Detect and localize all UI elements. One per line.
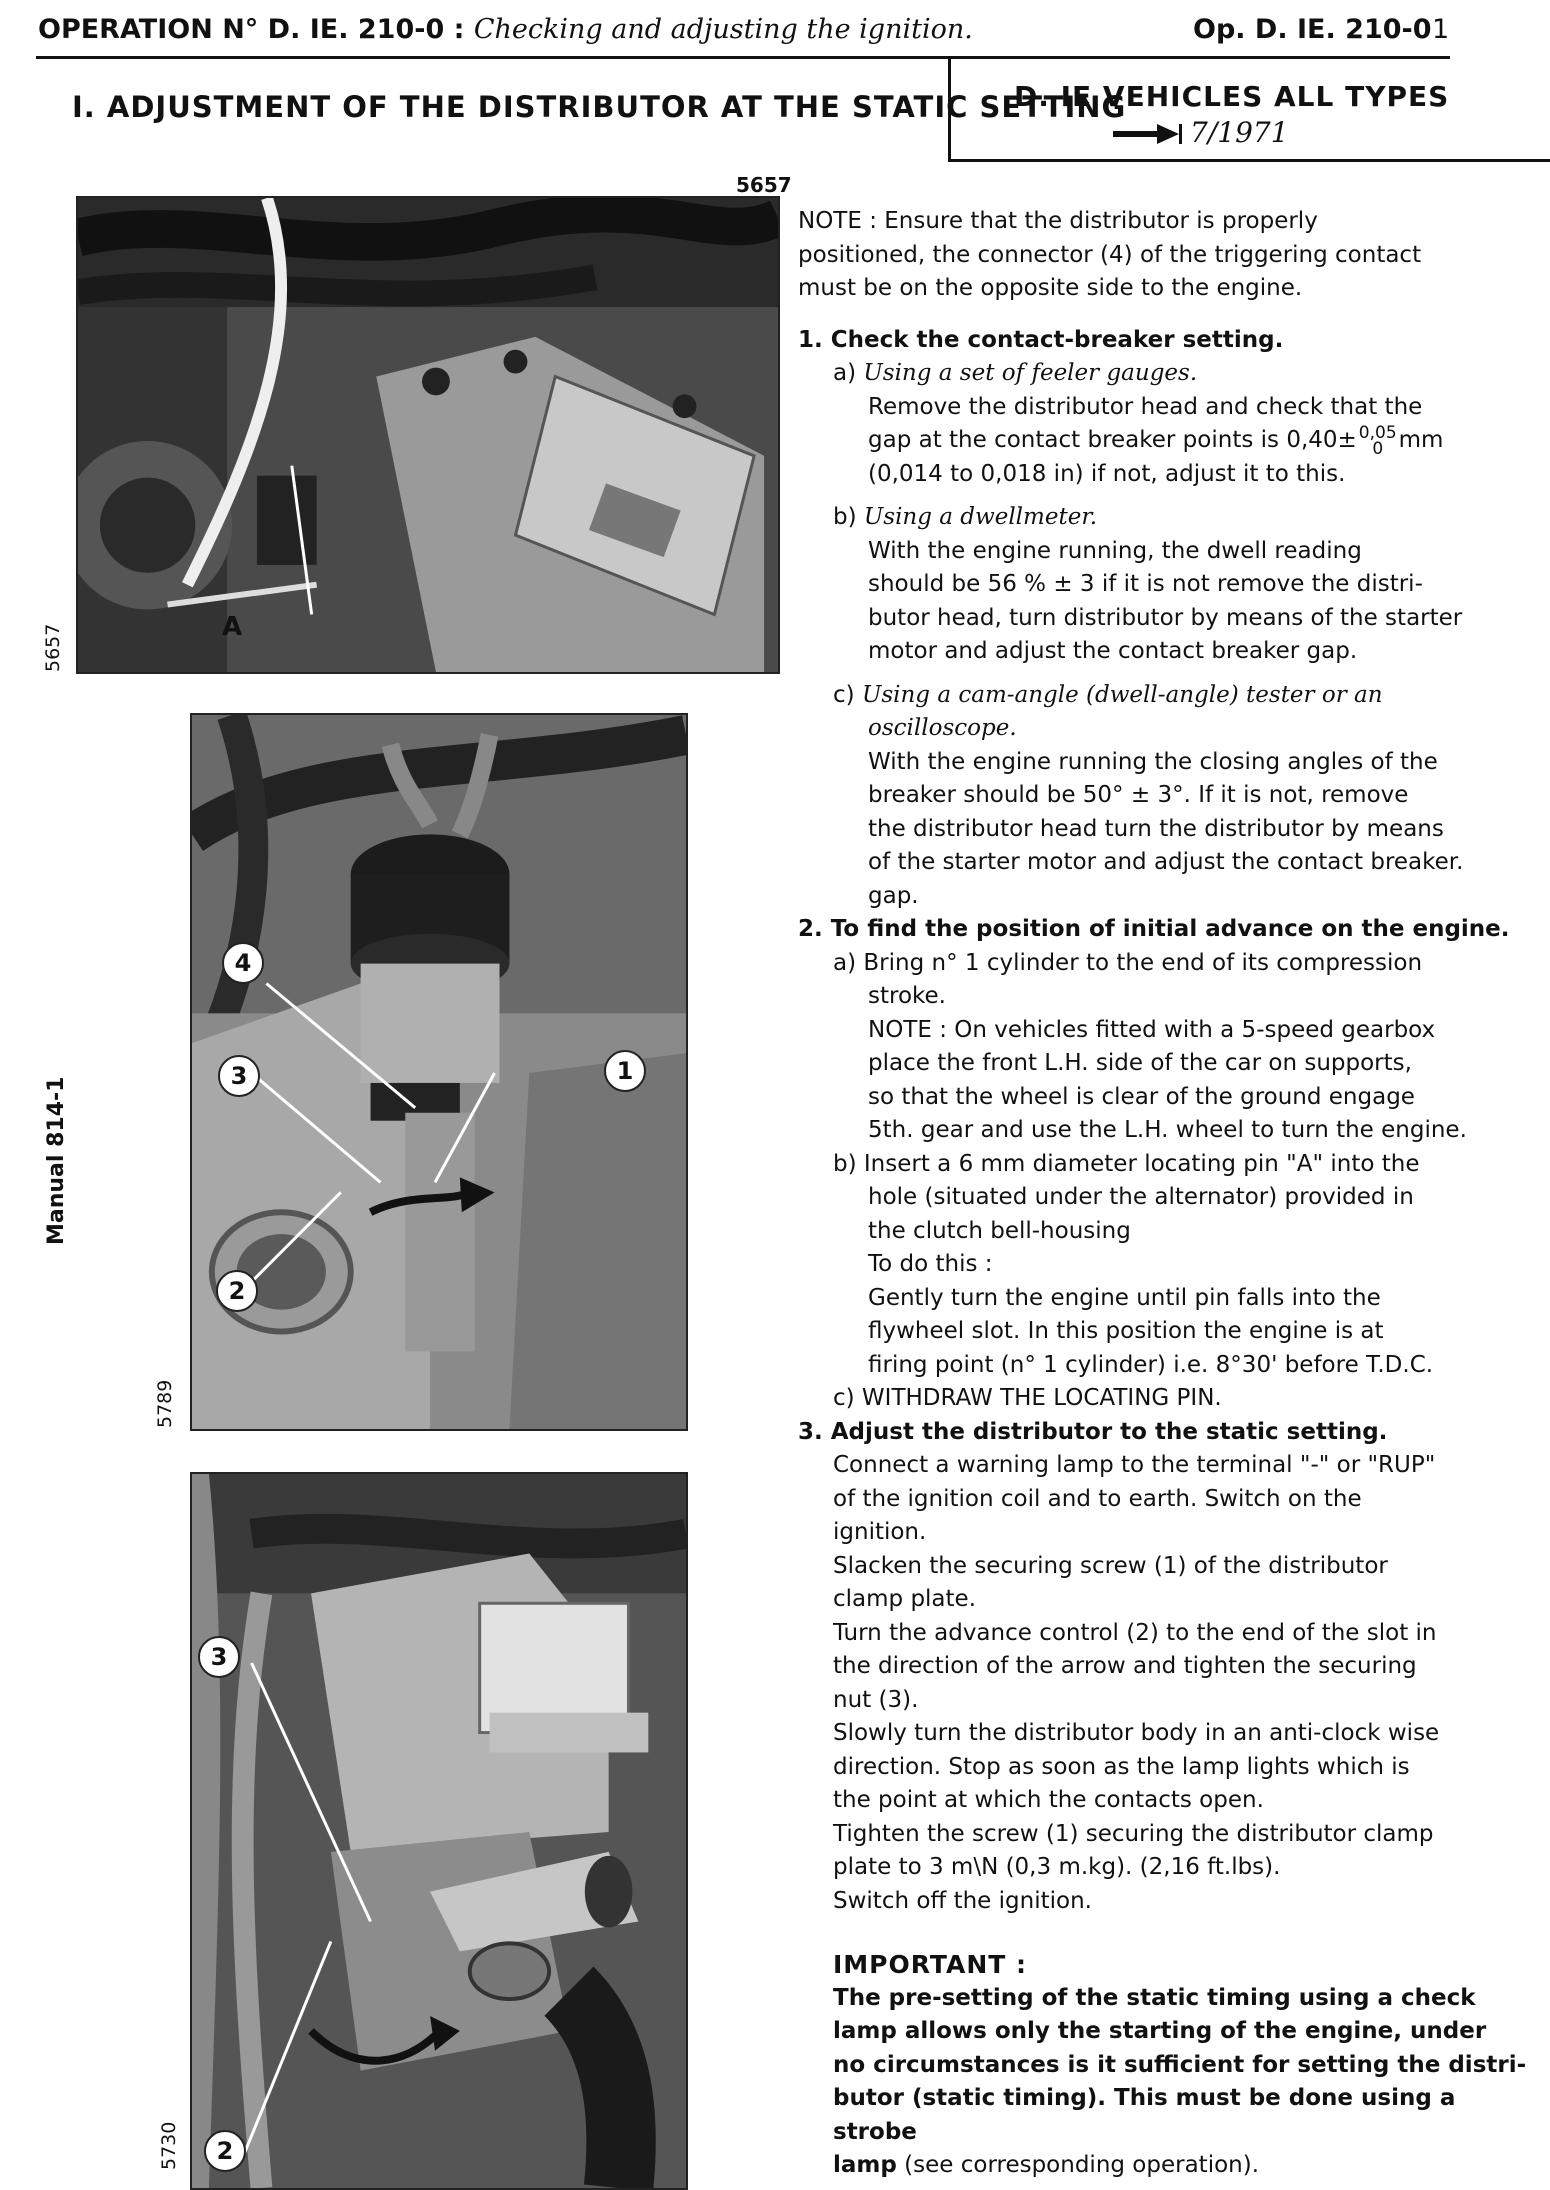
step3-line-8: nut (3). <box>833 1686 919 1713</box>
operation-reference: Op. D. IE. 210-0 <box>1193 14 1432 45</box>
note-line-3: must be on the opposite side to the engine. <box>798 275 1303 301</box>
step1c-line-5: gap. <box>868 882 919 909</box>
step1c-title-row <box>798 679 1540 713</box>
vehicle-date: 7/1971 <box>1190 116 1289 149</box>
step3-line-5: clamp plate. <box>833 1586 977 1612</box>
step1a-line-3: (0,014 to 0,018 in) if not, adjust it to this. <box>868 460 1346 487</box>
operation-label: OPERATION N° D. IE. 210-0 : <box>38 14 465 45</box>
step3-line-4: Slacken the securing screw (1) of the distributor <box>833 1552 1388 1579</box>
important-lamp: lamp <box>833 2152 897 2178</box>
operation-subtitle: Checking and adjusting the ignition. <box>473 14 973 45</box>
section-title: I. ADJUSTMENT OF THE DISTRIBUTOR AT THE STATIC SETTING <box>72 90 1127 124</box>
step2b-line-2: hole (situated under the alternator) provided in <box>868 1184 1414 1210</box>
step2-note-2: place the front L.H. side of the car on supports, <box>868 1050 1412 1076</box>
callout-a: A <box>222 612 243 642</box>
note-line-2: positioned, the connector (4) of the triggering contact <box>798 241 1422 268</box>
step2-heading: 2. To find the position of initial advance on the engine. <box>798 916 1510 942</box>
engine-illustration <box>78 198 778 672</box>
step2c-line-1: c) WITHDRAW THE LOCATING PIN. <box>833 1385 1222 1411</box>
step3-line-3: ignition. <box>833 1519 927 1545</box>
tolerance <box>1358 422 1397 459</box>
step1c-label: c) <box>833 681 855 708</box>
step1c-title-2: oscilloscope. <box>868 715 1017 741</box>
callout-2b <box>204 2130 246 2172</box>
important-line-5 <box>798 2149 1540 2183</box>
operation-header <box>38 14 973 45</box>
step2-note-4: 5th. gear and use the L.H. wheel to turn the engine. <box>868 1117 1467 1143</box>
photo-number-5657: 5657 <box>42 623 64 672</box>
important-line-2: lamp allows only the starting of the engine, under <box>833 2018 1487 2044</box>
manual-label: Manual 814-1 <box>44 1076 69 1245</box>
step2a-line-1: a) Bring n° 1 cylinder to the end of its compression <box>833 949 1423 976</box>
step3-line-1: Connect a warning lamp to the terminal "-" or "RUP" <box>833 1452 1436 1478</box>
step1b-title-row <box>798 501 1540 535</box>
callout-1 <box>604 1050 646 1092</box>
step1-heading: 1. Check the contact-breaker setting. <box>798 326 1284 353</box>
step1c-line-1: With the engine running the closing angles of the <box>868 748 1438 775</box>
step3-line-6: Turn the advance control (2) to the end of the slot in <box>833 1619 1437 1646</box>
vehicle-title: D. IE VEHICLES ALL TYPES <box>1014 80 1450 113</box>
step2b-line-4: To do this : <box>868 1251 993 1277</box>
step1a-unit: mm <box>1398 427 1444 453</box>
callout-3-label: 3 <box>230 1062 248 1090</box>
step2b-line-5: Gently turn the engine until pin falls into the <box>868 1284 1381 1311</box>
step3-line-2: of the ignition coil and to earth. Switch on the <box>833 1485 1362 1512</box>
spacer <box>798 1918 1540 1948</box>
important-line-4: butor (static timing). This must be done using a strobe <box>833 2085 1456 2145</box>
tolerance-minus: 0 <box>1372 438 1384 459</box>
step1c-title-1: Using a cam-angle (dwell-angle) tester or an <box>861 681 1383 708</box>
step1b-line-2: should be 56 % ± 3 if it is not remove the distri- <box>868 571 1423 597</box>
spacer <box>798 491 1540 501</box>
callout-2b-label: 2 <box>216 2137 234 2165</box>
step1a-title-row <box>798 357 1540 391</box>
step1a-line-1: Remove the distributor head and check that the <box>868 393 1423 420</box>
step3-line-9: Slowly turn the distributor body in an anti-clock wise <box>833 1720 1440 1746</box>
callout-2 <box>216 1270 258 1312</box>
step1c-line-3: the distributor head turn the distributor by means <box>868 815 1444 842</box>
step3-line-14: Switch off the ignition. <box>833 1887 1092 1914</box>
callout-3 <box>218 1055 260 1097</box>
step1c-line-4: of the starter motor and adjust the contact breaker. <box>868 849 1464 875</box>
step1b-line-4: motor and adjust the contact breaker gap. <box>868 638 1358 664</box>
tolerance-plus: 0,05 <box>1358 422 1397 443</box>
step2b-line-7: firing point (n° 1 cylinder) i.e. 8°30' before T.D.C. <box>868 1351 1434 1378</box>
step1a-gap-text: gap at the contact breaker points is 0,40± <box>868 427 1357 453</box>
step1b-title: Using a dwellmeter. <box>863 504 1098 530</box>
arrow-right-icon <box>1113 124 1183 144</box>
page-number: 1 <box>1432 14 1450 45</box>
instruction-text <box>798 205 1540 2183</box>
callout-4-label: 4 <box>234 949 252 977</box>
photo-number-5730: 5730 <box>158 2121 180 2170</box>
callout-4 <box>222 942 264 984</box>
step2-note-3: so that the wheel is clear of the ground engage <box>868 1083 1415 1110</box>
callout-3b-label: 3 <box>210 1643 228 1671</box>
important-title: IMPORTANT : <box>833 1950 1028 1979</box>
photo-number-5789: 5789 <box>154 1379 176 1428</box>
step1b-label: b) <box>833 504 857 530</box>
step3-line-12: Tighten the screw (1) securing the distributor clamp <box>833 1820 1434 1847</box>
step2b-line-3: the clutch bell-housing <box>868 1217 1131 1244</box>
clamp-illustration <box>192 1474 686 2188</box>
step3-line-13: plate to 3 m\N (0,3 m.kg). (2,16 ft.lbs). <box>833 1854 1281 1880</box>
step2-note-1: NOTE : On vehicles fitted with a 5-speed gearbox <box>868 1016 1436 1043</box>
photo-number-top: 5657 <box>736 173 792 197</box>
step1a-line-2 <box>798 424 1540 458</box>
step1c-line-2: breaker should be 50° ± 3°. If it is not, remove <box>868 782 1409 808</box>
step2b-line-6: flywheel slot. In this position the engine is at <box>868 1318 1384 1344</box>
engine-photo-5657 <box>76 196 780 674</box>
step1a-title: Using a set of feeler gauges. <box>863 360 1198 386</box>
distributor-photo-5730 <box>190 1472 688 2190</box>
spacer <box>798 306 1540 324</box>
step3-heading: 3. Adjust the distributor to the static setting. <box>798 1418 1388 1445</box>
step2b-line-1: b) Insert a 6 mm diameter locating pin "A" into the <box>833 1150 1420 1177</box>
callout-2-label: 2 <box>228 1277 246 1305</box>
important-line-3: no circumstances is it sufficient for setting the distri- <box>833 2051 1527 2078</box>
step2a-line-2: stroke. <box>868 983 946 1009</box>
step1b-line-3: butor head, turn distributor by means of the starter <box>868 604 1463 631</box>
note-line-1: NOTE : Ensure that the distributor is properly <box>798 208 1318 234</box>
callout-1-label: 1 <box>616 1057 634 1085</box>
spacer <box>798 669 1540 679</box>
step1b-line-1: With the engine running, the dwell reading <box>868 537 1362 564</box>
step3-line-10: direction. Stop as soon as the lamp lights which is <box>833 1753 1410 1780</box>
important-line-1: The pre-setting of the static timing using a check <box>833 1984 1476 2011</box>
step1a-label: a) <box>833 360 857 386</box>
step3-line-11: the point at which the contacts open. <box>833 1787 1264 1813</box>
callout-3b <box>198 1636 240 1678</box>
step3-line-7: the direction of the arrow and tighten the securing <box>833 1653 1417 1679</box>
important-line-5-rest: (see corresponding operation). <box>896 2152 1260 2178</box>
